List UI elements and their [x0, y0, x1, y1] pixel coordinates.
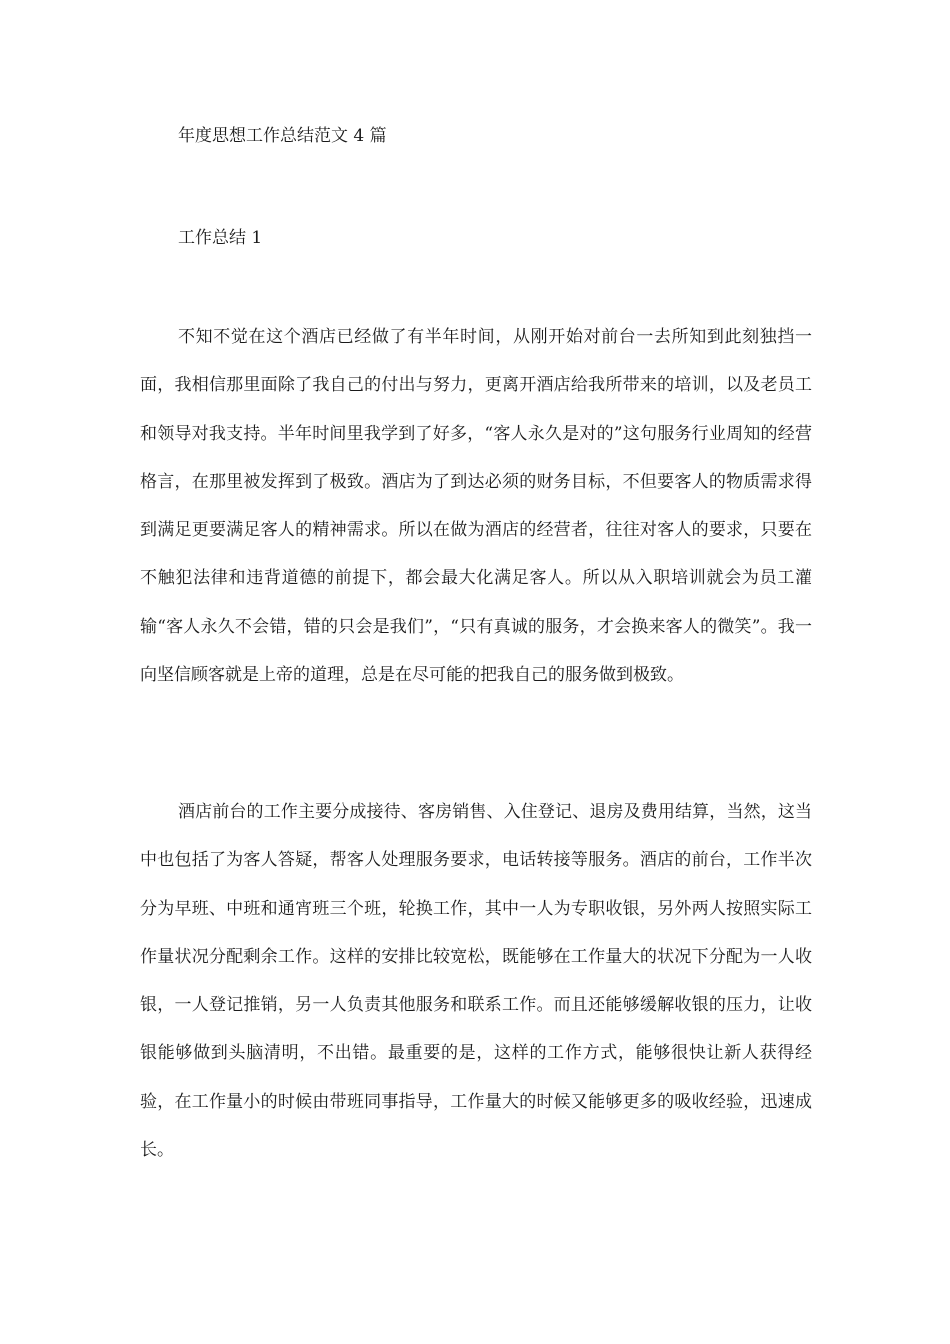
body-paragraph: 不知不觉在这个酒店已经做了有半年时间，从刚开始对前台一去所知到此刻独挡一面，我相信那里面除了我自己的付出与努力，更离开酒店给我所带来的培训，以及老员工和领导对我支持。半年时间里我学到了好多，“客人永久是对的”这句服务行业周知的经营格言，在那里被发挥到了极致。酒店为了到达必须的财务目标，不但要客人的物质需求得到满足更要满足客人的精神需求。所以在做为酒店的经营者，往往对客人的要求，只要在不触犯法律和违背道德的前提下，都会最大化满足客人。所以从入职培训就会为员工灌输“客人永久不会错，错的只会是我们”，“只有真诚的服务，才会换来客人的微笑”。我一向坚信顾客就是上帝的道理，总是在尽可能的把我自己的服务做到极致。	[140, 327, 812, 686]
document-title: 年度思想工作总结范文 4 篇	[178, 126, 387, 146]
section-heading: 工作总结 1	[178, 228, 263, 248]
body-paragraph: 酒店前台的工作主要分成接待、客房销售、入住登记、退房及费用结算，当然，这当中也包括了为客人答疑，帮客人处理服务要求，电话转接等服务。酒店的前台，工作半次分为早班、中班和通宵班三个班，轮换工作，其中一人为专职收银，另外两人按照实际工作量状况分配剩余工作。这样的安排比较宽松，既能够在工作量大的状况下分配为一人收银，一人登记推销，另一人负责其他服务和联系工作。而且还能够缓解收银的压力，让收银能够做到头脑清明，不出错。最重要的是，这样的工作方式，能够很快让新人获得经验，在工作量小的时候由带班同事指导，工作量大的时候又能够更多的吸收经验，迅速成长。	[140, 802, 812, 1161]
